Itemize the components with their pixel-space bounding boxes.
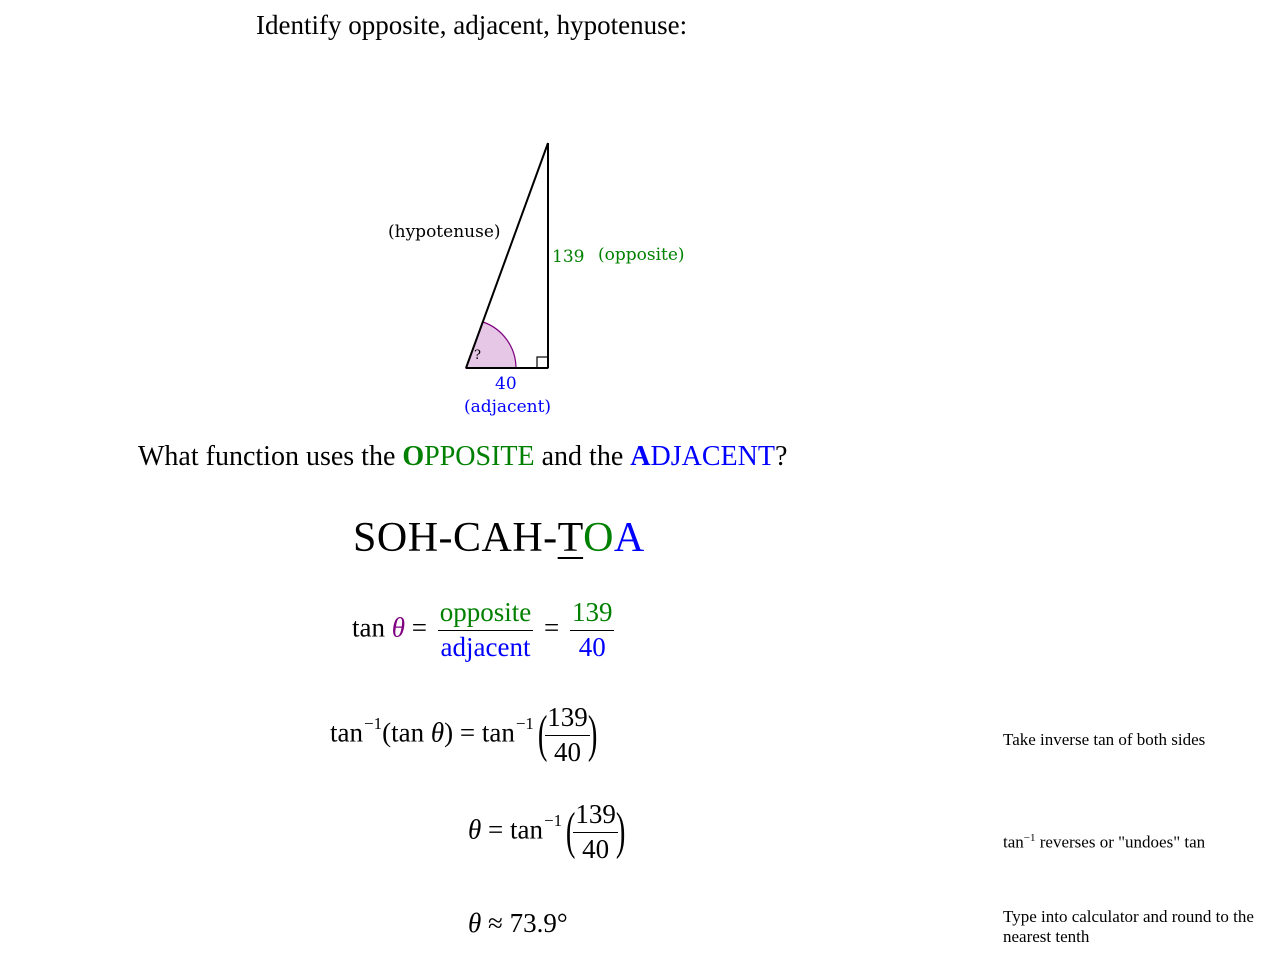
eq4-value: 73.9°	[509, 908, 568, 938]
eq2-equals: =	[459, 717, 476, 748]
eq3-equals: =	[488, 814, 504, 845]
right-angle-marker	[537, 357, 548, 368]
opposite-label: (opposite)	[598, 245, 685, 265]
hypotenuse-label: (hypotenuse)	[388, 222, 501, 242]
eq3-left-paren: (	[565, 803, 576, 861]
opposite-rest: PPOSITE	[424, 441, 535, 472]
note-inverse-undoes	[1003, 828, 1205, 853]
opposite-value: 139	[552, 247, 585, 267]
equation-result	[468, 908, 568, 939]
question-part3: ?	[774, 441, 788, 472]
mnemonic-a: A	[613, 515, 645, 561]
adjacent-first-letter: A	[630, 441, 651, 472]
note2-tan: tan	[1003, 832, 1024, 852]
angle-label: ?	[474, 348, 481, 363]
eq2-inner-open: (tan	[382, 717, 431, 748]
eq1-denominator: 40	[578, 631, 606, 662]
hypotenuse-side	[466, 143, 548, 368]
eq1-equals: =	[411, 612, 427, 643]
eq2-inverse-exponent: −1	[364, 714, 383, 734]
eq2-numerator: 139	[545, 703, 590, 736]
eq3-theta: θ	[468, 814, 482, 845]
eq2-left-paren: (	[537, 706, 548, 764]
eq1-numerator-word: opposite	[438, 598, 534, 631]
mnemonic-prefix: SOH-CAH-	[353, 515, 558, 561]
eq1-number-fraction	[570, 598, 615, 662]
question-part2: and the	[534, 441, 631, 472]
eq3-denominator: 40	[582, 833, 610, 864]
eq2-theta: θ	[430, 717, 445, 748]
eq1-word-fraction	[438, 598, 534, 662]
note-inverse-both-sides: Take inverse tan of both sides	[1003, 730, 1206, 749]
note2-rest: reverses or "undoes" tan	[1035, 832, 1206, 852]
eq3-inverse-exponent: −1	[544, 811, 563, 831]
eq3-right-paren: )	[615, 803, 626, 861]
eq3-tan: tan	[510, 814, 543, 845]
eq2-tan: tan	[330, 717, 363, 748]
eq2-denominator: 40	[554, 736, 581, 767]
eq1-denominator-word: adjacent	[440, 631, 531, 662]
eq4-approx: ≈	[488, 908, 503, 938]
question-text	[138, 441, 787, 473]
adjacent-value: 40	[495, 374, 517, 394]
eq2-inverse-exponent-2: −1	[515, 714, 534, 734]
equation-inverse-both-sides	[330, 703, 601, 767]
mnemonic-t: T	[557, 515, 584, 561]
mnemonic-o: O	[583, 515, 614, 561]
note2-exponent: −1	[1023, 832, 1036, 844]
eq3-numerator: 139	[573, 800, 618, 833]
eq1-equals-2: =	[544, 612, 560, 643]
right-triangle-diagram	[0, 0, 760, 430]
page-heading: Identify opposite, adjacent, hypotenuse:	[256, 10, 688, 40]
eq2-inner-close: )	[444, 717, 454, 748]
adjacent-rest: DJACENT	[650, 441, 775, 472]
eq1-numerator: 139	[570, 598, 615, 631]
note-calculator: Type into calculator and round to the nearest tenth	[1003, 907, 1254, 946]
eq2-tan-2: tan	[481, 717, 515, 748]
equation-tan-ratio	[352, 598, 618, 662]
equation-theta-inverse	[468, 800, 629, 864]
soh-cah-toa-mnemonic	[353, 514, 645, 562]
eq2-right-paren: )	[587, 706, 598, 764]
eq2-fraction	[545, 703, 590, 767]
eq4-theta: θ	[468, 908, 482, 938]
eq3-fraction	[573, 800, 618, 864]
adjacent-label: (adjacent)	[464, 397, 552, 417]
eq1-tan: tan	[352, 612, 385, 643]
eq1-theta: θ	[391, 612, 406, 643]
question-part1: What function uses the	[138, 441, 403, 472]
opposite-first-letter: O	[402, 441, 425, 472]
